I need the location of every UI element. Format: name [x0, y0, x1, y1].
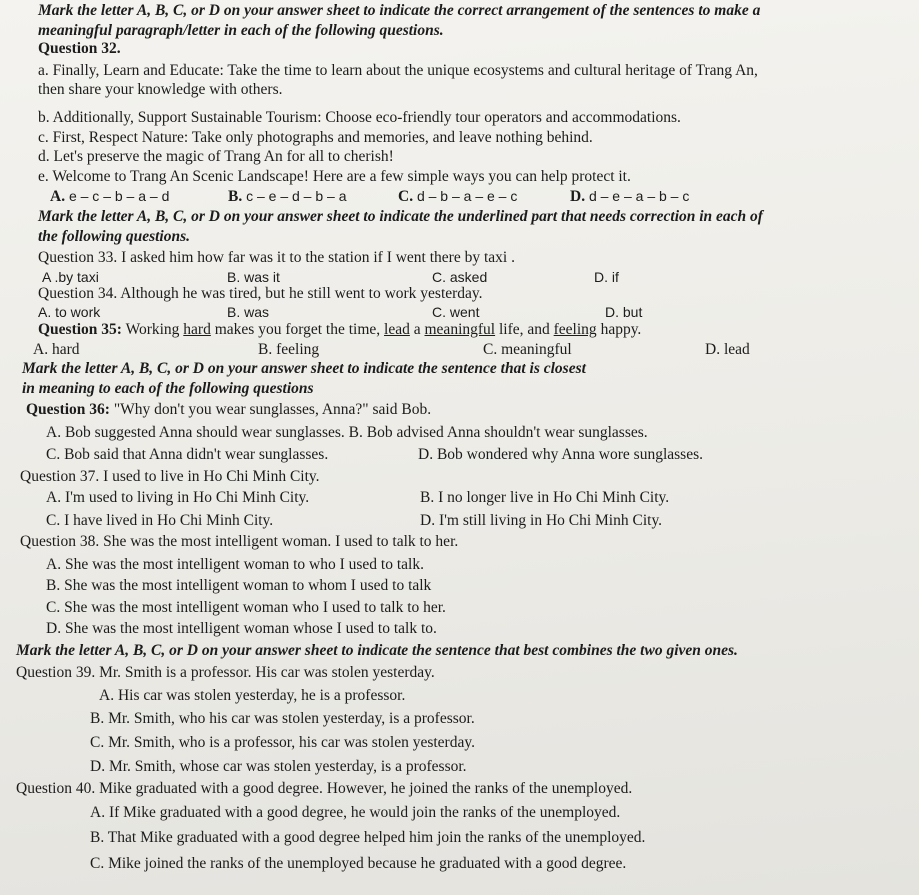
q39-option-b[interactable]: B. Mr. Smith, who his car was stolen yesterday, is a professor.: [90, 710, 475, 727]
underlined-feeling: feeling: [553, 321, 597, 338]
q39-option-a[interactable]: A. His car was stolen yesterday, he is a professor.: [99, 687, 406, 704]
q39-option-d[interactable]: D. Mr. Smith, whose car was stolen yesterday, is a professor.: [90, 758, 467, 775]
instruction-correction-line2: the following questions.: [38, 228, 191, 245]
instruction-combine: Mark the letter A, B, C, or D on your answer sheet to indicate the sentence that best combines the two given ones.: [16, 642, 738, 659]
q37-option-d[interactable]: D. I'm still living in Ho Chi Minh City.: [420, 512, 663, 529]
question-36-label: Question 36:: [26, 401, 110, 418]
q33-option-b[interactable]: B. was it: [227, 269, 280, 285]
question-32-title: Question 32.: [38, 40, 121, 57]
question-35-label: Question 35:: [38, 321, 122, 338]
q36-option-c[interactable]: C. Bob said that Anna didn't wear sunglasses.: [46, 446, 329, 463]
q37-option-c[interactable]: C. I have lived in Ho Chi Minh City.: [46, 512, 274, 529]
option-text: c – e – d – b – a: [246, 188, 347, 204]
q33-option-a[interactable]: A .by taxi: [42, 269, 99, 285]
q32-sentence-a-line2: then share your knowledge with others.: [38, 81, 283, 98]
q37-option-b[interactable]: B. I no longer live in Ho Chi Minh City.: [420, 489, 670, 506]
q35-option-d[interactable]: D. lead: [705, 341, 750, 358]
stem-text: makes you forget the time,: [210, 321, 385, 338]
option-letter: C.: [398, 188, 414, 205]
question-35-stem: [38, 321, 641, 339]
q35-option-b[interactable]: B. feeling: [258, 341, 320, 358]
instruction-arrangement-line2: meaningful paragraph/letter in each of the following questions.: [38, 22, 444, 39]
option-letter: D.: [570, 188, 586, 205]
q38-option-c[interactable]: C. She was the most intelligent woman who I used to talk to her.: [46, 599, 446, 616]
question-36-stem: [26, 401, 431, 419]
instruction-correction-line1: Mark the letter A, B, C, or D on your answer sheet to indicate the underlined part that needs correction in each of: [38, 208, 763, 225]
option-text: e – c – b – a – d: [68, 188, 170, 204]
option-text: d – b – a – e – c: [416, 188, 518, 204]
stem-text: life, and: [495, 321, 554, 338]
stem-text: "Why don't you wear sunglasses, Anna?" said Bob.: [109, 401, 432, 418]
question-34-stem: Question 34. Although he was tired, but he still went to work yesterday.: [38, 285, 483, 302]
q32-option-a[interactable]: [50, 187, 169, 206]
q40-option-a[interactable]: A. If Mike graduated with a good degree, he would join the ranks of the unemployed.: [90, 804, 621, 821]
question-37-stem: Question 37. I used to live in Ho Chi Minh City.: [20, 468, 320, 485]
q40-option-c[interactable]: C. Mike joined the ranks of the unemployed because he graduated with a good degree.: [90, 855, 627, 872]
q34-option-b[interactable]: B. was: [227, 304, 270, 320]
q32-option-d[interactable]: [570, 187, 689, 206]
stem-text: Working: [121, 321, 184, 338]
question-39-stem: Question 39. Mr. Smith is a professor. His car was stolen yesterday.: [16, 664, 435, 681]
instruction-closest-line2: in meaning to each of the following questions: [22, 380, 314, 397]
q32-sentence-c: c. First, Respect Nature: Take only photographs and memories, and leave nothing behind.: [38, 129, 593, 146]
question-33-stem: Question 33. I asked him how far was it to the station if I went there by taxi .: [38, 249, 515, 266]
q35-option-a[interactable]: A. hard: [33, 341, 80, 358]
question-40-stem: Question 40. Mike graduated with a good degree. However, he joined the ranks of the unemployed.: [16, 780, 633, 797]
q33-option-c[interactable]: C. asked: [432, 269, 488, 285]
stem-text: a: [409, 321, 425, 338]
q36-option-d[interactable]: D. Bob wondered why Anna wore sunglasses.: [418, 446, 703, 463]
q32-sentence-a-line1: a. Finally, Learn and Educate: Take the time to learn about the unique ecosystems and cultural heritage of Trang An,: [38, 62, 758, 79]
q34-option-a[interactable]: A. to work: [38, 304, 101, 320]
q32-option-c[interactable]: [398, 187, 517, 206]
q38-option-a[interactable]: A. She was the most intelligent woman to who I used to talk.: [46, 556, 424, 573]
q32-sentence-b: b. Additionally, Support Sustainable Tourism: Choose eco-friendly tour operators and accommodations.: [38, 109, 681, 126]
option-letter: A.: [50, 188, 66, 205]
q36-options-a-b[interactable]: A. Bob suggested Anna should wear sunglasses. B. Bob advised Anna shouldn't wear sunglasses.: [46, 424, 648, 441]
q40-option-b[interactable]: B. That Mike graduated with a good degree helped him join the ranks of the unemployed.: [90, 829, 646, 846]
option-text: d – e – a – b – c: [588, 188, 690, 204]
underlined-lead: lead: [384, 321, 410, 338]
q32-sentence-e: e. Welcome to Trang An Scenic Landscape! Here are a few simple ways you can help protect it.: [38, 168, 631, 185]
q34-option-d[interactable]: D. but: [605, 304, 643, 320]
q39-option-c[interactable]: C. Mr. Smith, who is a professor, his car was stolen yesterday.: [90, 734, 475, 751]
underlined-meaningful: meaningful: [424, 321, 496, 338]
q33-option-d[interactable]: D. if: [594, 269, 619, 285]
q38-option-b[interactable]: B. She was the most intelligent woman to whom I used to talk: [46, 577, 432, 594]
stem-text: happy.: [596, 321, 642, 338]
q32-option-b[interactable]: [228, 187, 347, 206]
option-letter: B.: [228, 188, 243, 205]
instruction-closest-line1: Mark the letter A, B, C, or D on your answer sheet to indicate the sentence that is closest: [22, 360, 586, 377]
underlined-hard: hard: [183, 321, 211, 338]
q32-sentence-d: d. Let's preserve the magic of Trang An for all to cherish!: [38, 148, 394, 165]
question-38-stem: Question 38. She was the most intelligent woman. I used to talk to her.: [20, 533, 459, 550]
q38-option-d[interactable]: D. She was the most intelligent woman whose I used to talk to.: [46, 620, 437, 637]
instruction-arrangement-line1: Mark the letter A, B, C, or D on your answer sheet to indicate the correct arrangement of the sentences to make a: [38, 2, 761, 19]
q34-option-c[interactable]: C. went: [432, 304, 480, 320]
q35-option-c[interactable]: C. meaningful: [483, 341, 572, 358]
q37-option-a[interactable]: A. I'm used to living in Ho Chi Minh City.: [46, 489, 310, 506]
